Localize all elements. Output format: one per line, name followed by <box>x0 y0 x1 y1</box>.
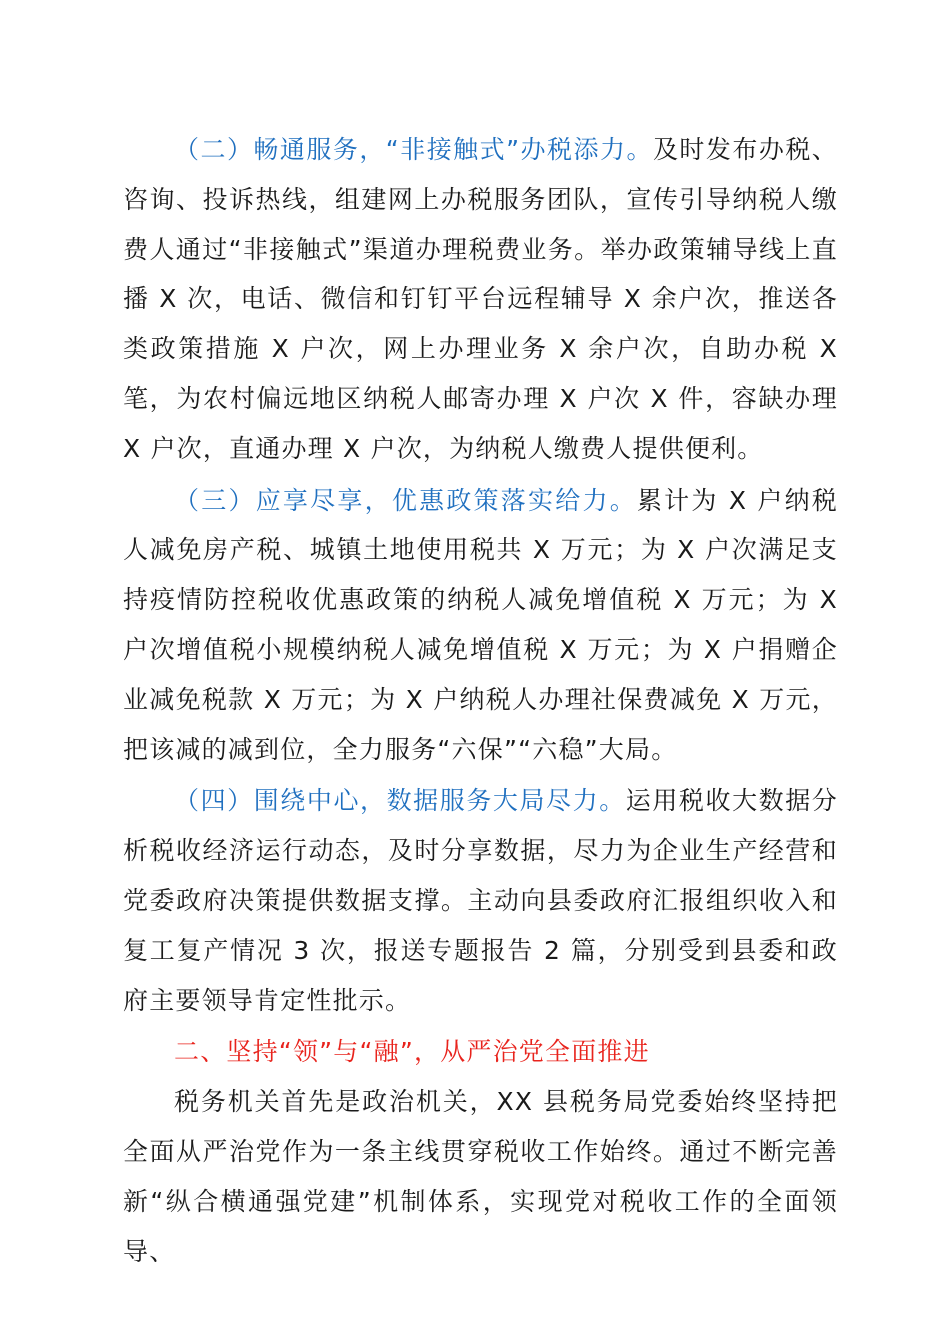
document-body <box>123 125 838 1278</box>
paragraph-service <box>123 125 838 474</box>
subheading-service: （二）畅通服务，“非接触式”办税添力。 <box>174 135 653 164</box>
paragraph-service-text: 及时发布办税、咨询、投诉热线，组建网上办税服务团队，宣传引导纳税人缴费人通过“非接触式”渠道办理税费业务。举办政策辅导线上直播 X 次，电话、微信和钉钉平台远程辅导 X 余户次，推送各类政策措施 X 户次，网上办理业务 X 余户次，自助办税 X 笔，为农村偏远地区纳税人邮寄办理 X 户次 X 件，容缺办理 X 户次，直通办理 X 户次，为纳税人缴费人提供便利。 <box>123 135 838 463</box>
subheading-data-service: （四）围绕中心，数据服务大局尽力。 <box>174 786 626 816</box>
paragraph-data-service <box>123 776 838 1025</box>
section-title: 二、坚持“领”与“融”，从严治党全面推进 <box>174 1037 650 1067</box>
paragraph-party-building: 税务机关首先是政治机关，XX 县税务局党委始终坚持把全面从严治党作为一条主线贯穿税收工作始终。通过不断完善新“纵合横通强党建”机制体系，实现党对税收工作的全面领导、 <box>123 1087 838 1266</box>
subheading-preferential-policy: （三）应享尽享，优惠政策落实给力。 <box>174 485 637 515</box>
paragraph-preferential-policy <box>123 476 838 775</box>
paragraph-data-service-text: 运用税收大数据分析税收经济运行动态，及时分享数据，尽力为企业生产经营和党委政府决策提供数据支撑。主动向县委政府汇报组织收入和复工复产情况 3 次，报送专题报告 2 篇，分别受到县委和政府主要领导肯定性批示。 <box>123 786 838 1015</box>
paragraph-preferential-policy-text: 累计为 X 户纳税人减免房产税、城镇土地使用税共 X 万元；为 X 户次满足支持疫情防控税收优惠政策的纳税人减免增值税 X 万元；为 X 户次增值税小规模纳税人减免增值税 X 万元；为 X 户捐赠企业减免税款 X 万元；为 X 户纳税人办理社保费减免 X 万元，把该减的减到位，全力服务“六保”“六稳”大局。 <box>123 485 838 764</box>
